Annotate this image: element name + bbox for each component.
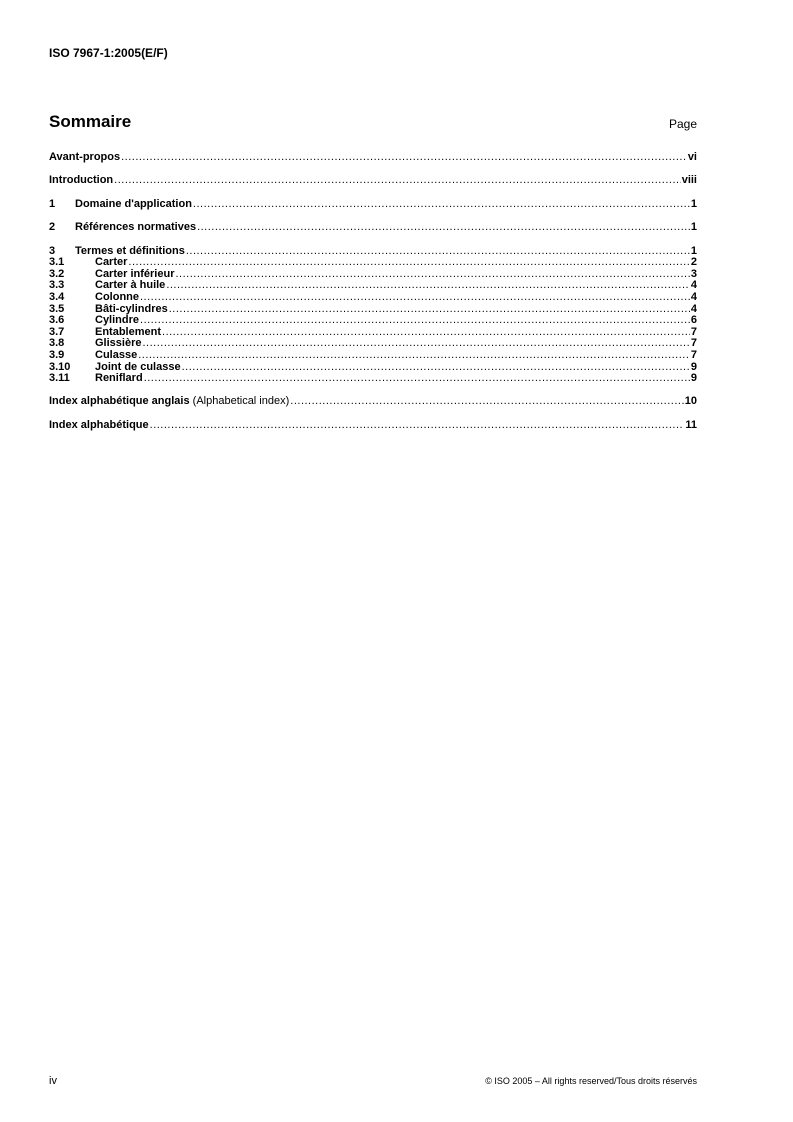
- dot-leader: [162, 327, 690, 339]
- toc-entry-note: (Alphabetical index): [192, 396, 290, 408]
- toc-entry-number: 2: [49, 222, 56, 234]
- toc-entry-page: 1: [690, 198, 697, 210]
- toc-entry-title: Carter inférieur: [95, 268, 175, 280]
- toc-entry-section-3-8[interactable]: [49, 338, 697, 350]
- toc-entry-page: 7: [690, 338, 697, 350]
- document-id: ISO 7967-1:2005(E/F): [49, 46, 168, 60]
- dot-leader: [142, 338, 689, 350]
- dot-leader: [166, 280, 690, 292]
- toc-entry-page: 9: [690, 361, 697, 373]
- toc-entry-title-text: Index alphabétique anglais: [49, 396, 190, 408]
- toc-entry-number: 3.11: [49, 373, 70, 385]
- toc-entry-section-3-5[interactable]: [49, 304, 697, 316]
- toc-entry-number: 3: [49, 245, 56, 257]
- toc-entry-number: 3.9: [49, 349, 65, 361]
- toc-entry-number: 3.4: [49, 291, 65, 303]
- toc-entry-number: 3.10: [49, 361, 71, 373]
- dot-leader: [193, 199, 690, 211]
- toc-entry-page: 7: [690, 349, 697, 361]
- toc-entry-page: 4: [690, 303, 697, 315]
- dot-leader: [186, 246, 690, 258]
- dot-leader: [140, 315, 690, 327]
- toc-entry-section-3[interactable]: [49, 246, 697, 258]
- toc-entry-title: Joint de culasse: [95, 361, 181, 373]
- dot-leader: [140, 292, 690, 304]
- toc-entry-section-3-4[interactable]: [49, 292, 697, 304]
- toc-entry-page: 3: [690, 268, 697, 280]
- toc-entry-number: 3.3: [49, 280, 65, 292]
- toc-entry-title: Colonne: [95, 291, 139, 303]
- toc-entry-title: Culasse: [95, 349, 138, 361]
- toc-entry-index-english[interactable]: [49, 396, 697, 408]
- toc-entry-title: Domaine d'application: [75, 198, 192, 210]
- toc-entry-number: 3.2: [49, 268, 65, 280]
- dot-leader: [114, 175, 681, 187]
- table-of-contents: [49, 152, 697, 431]
- toc-entry-number: 1: [49, 198, 56, 210]
- toc-entry-title: Index alphabétique: [49, 419, 149, 431]
- toc-entry-number: 3.5: [49, 303, 65, 315]
- toc-entry-page: viii: [681, 175, 697, 187]
- toc-entry-number: 3.7: [49, 326, 65, 338]
- toc-entry-index-french[interactable]: [49, 420, 697, 432]
- toc-entry-page: 1: [690, 222, 697, 234]
- footer-copyright: © ISO 2005 – All rights reserved/Tous droits réservés: [485, 1076, 697, 1086]
- toc-entry-section-3-9[interactable]: [49, 350, 697, 362]
- dot-leader: [169, 304, 690, 316]
- toc-entry-title: Bâti-cylindres: [95, 303, 168, 315]
- toc-entry-page: 4: [690, 280, 697, 292]
- dot-leader: [128, 257, 689, 269]
- toc-entry-number: 3.6: [49, 315, 65, 327]
- toc-entry-avant-propos[interactable]: [49, 152, 697, 164]
- toc-entry-title: Avant-propos: [49, 152, 121, 163]
- toc-entry-title: Carter: [95, 257, 128, 269]
- toc-entry-section-3-3[interactable]: [49, 280, 697, 292]
- toc-entry-number: 3.8: [49, 338, 65, 350]
- toc-entry-page: 11: [685, 419, 697, 431]
- toc-entry-number: 3.1: [49, 257, 65, 269]
- toc-entry-section-3-10[interactable]: [49, 362, 697, 374]
- toc-entry-page: 7: [690, 326, 697, 338]
- toc-entry-title: Cylindre: [95, 315, 140, 327]
- page-column-label: Page: [668, 117, 697, 131]
- toc-entry-title: Entablement: [95, 326, 162, 338]
- toc-entry-section-3-7[interactable]: [49, 327, 697, 339]
- toc-entry-section-3-1[interactable]: [49, 257, 697, 269]
- toc-entry-section-1[interactable]: [49, 199, 697, 211]
- dot-leader: [138, 350, 690, 362]
- toc-entry-page: 1: [690, 245, 697, 257]
- toc-entry-page: 6: [690, 315, 697, 327]
- toc-entry-section-3-11[interactable]: [49, 373, 697, 385]
- toc-entry-section-3-2[interactable]: [49, 269, 697, 281]
- dot-leader: [182, 362, 690, 374]
- dot-leader: [121, 152, 687, 164]
- dot-leader: [150, 420, 685, 432]
- footer-page-number: iv: [49, 1075, 57, 1087]
- dot-leader: [197, 222, 690, 234]
- toc-entry-section-2[interactable]: [49, 222, 697, 234]
- toc-entry-title: Termes et définitions: [75, 245, 185, 257]
- toc-entry-page: vi: [687, 152, 697, 163]
- toc-entry-page: 9: [690, 373, 697, 385]
- toc-entry-page: 10: [684, 396, 697, 408]
- toc-entry-title: Reniflard: [95, 373, 143, 385]
- toc-heading: Sommaire: [49, 112, 132, 131]
- toc-entry-introduction[interactable]: [49, 175, 697, 187]
- toc-entry-page: 4: [690, 291, 697, 303]
- dot-leader: [290, 396, 683, 408]
- toc-entry-title: Références normatives: [75, 222, 197, 234]
- dot-leader: [144, 373, 690, 385]
- toc-entry-title: Carter à huile: [95, 280, 166, 292]
- toc-entry-page: 2: [690, 257, 697, 269]
- toc-entry-title: Glissière: [95, 338, 142, 350]
- toc-entry-section-3-6[interactable]: [49, 315, 697, 327]
- toc-entry-title: [49, 396, 289, 408]
- toc-entry-title: Introduction: [49, 175, 114, 187]
- dot-leader: [175, 269, 689, 281]
